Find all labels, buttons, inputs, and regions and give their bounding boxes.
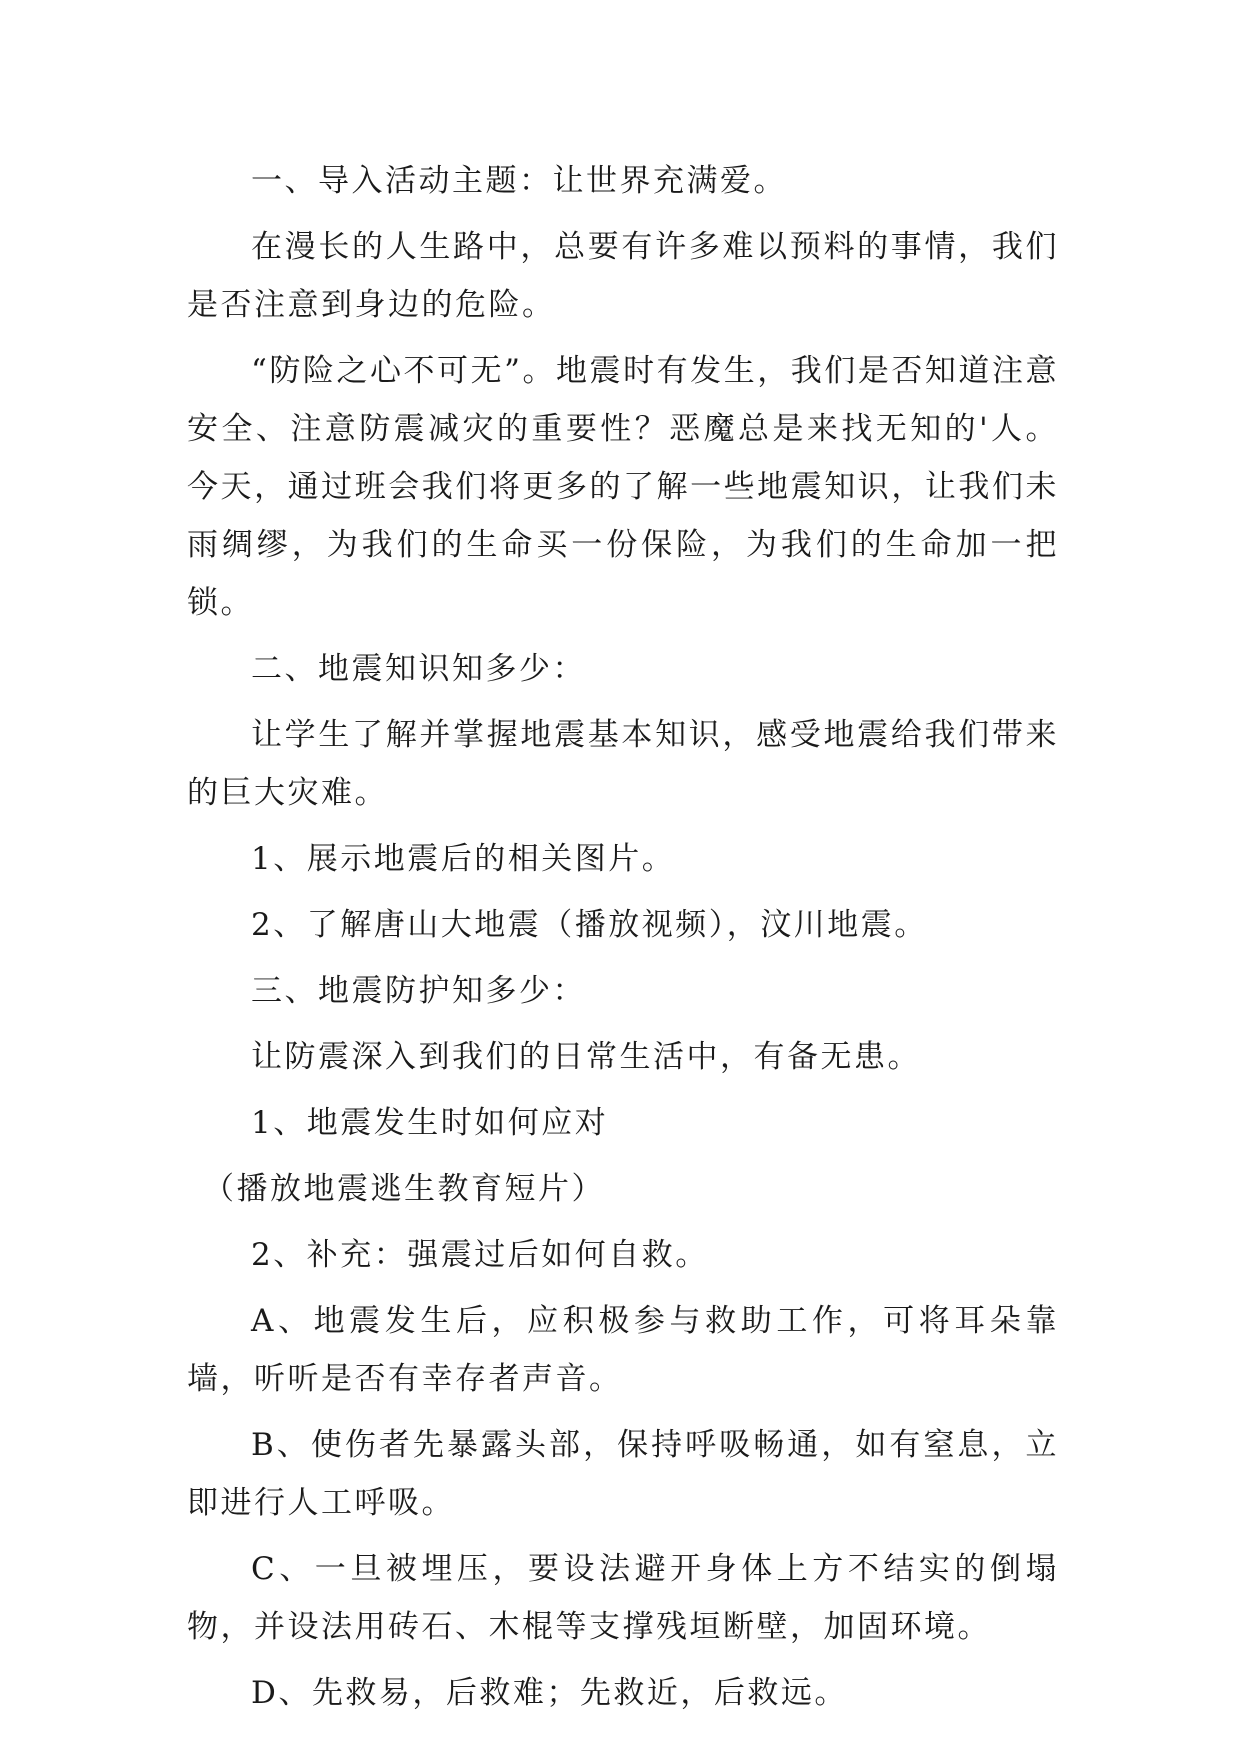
paragraph: 让学生了解并掌握地震基本知识，感受地震给我们带来的巨大灾难。	[187, 717, 1059, 811]
list-item: 1、展示地震后的相关图片。	[251, 841, 676, 877]
document-body	[187, 152, 1059, 1730]
list-item: 2、补充：强震过后如何自救。	[251, 1237, 709, 1273]
list-item: 1、地震发生时如何应对	[251, 1105, 609, 1141]
list-item: B、使伤者先暴露头部，保持呼吸畅通，如有窒息，立即进行人工呼吸。	[187, 1427, 1059, 1521]
section-heading-1: 一、导入活动主题：让世界充满爱。	[251, 163, 787, 199]
paragraph: “防险之心不可无”。地震时有发生，我们是否知道注意安全、注意防震减灾的重要性？恶魔总是来找无知的'人。今天，通过班会我们将更多的了解一些地震知识，让我们未雨绸缪，为我们的生命买一份保险，为我们的生命加一把锁。	[187, 353, 1059, 621]
list-item: 2、了解唐山大地震（播放视频），汶川地震。	[251, 907, 928, 943]
paragraph: 在漫长的人生路中，总要有许多难以预料的事情，我们是否注意到身边的危险。	[187, 229, 1059, 323]
list-item: C、一旦被埋压，要设法避开身体上方不结实的倒塌物，并设法用砖石、木棍等支撑残垣断壁，加固环境。	[187, 1551, 1059, 1645]
list-item: A、地震发生后，应积极参与救助工作，可将耳朵靠墙，听听是否有幸存者声音。	[187, 1303, 1059, 1397]
list-item: D、先救易，后救难；先救近，后救远。	[251, 1675, 848, 1711]
section-heading-3: 三、地震防护知多少：	[251, 973, 586, 1009]
section-heading-2: 二、地震知识知多少：	[251, 651, 586, 687]
paragraph: 让防震深入到我们的日常生活中，有备无患。	[251, 1039, 921, 1075]
paragraph-note: （播放地震逃生教育短片）	[203, 1171, 605, 1207]
